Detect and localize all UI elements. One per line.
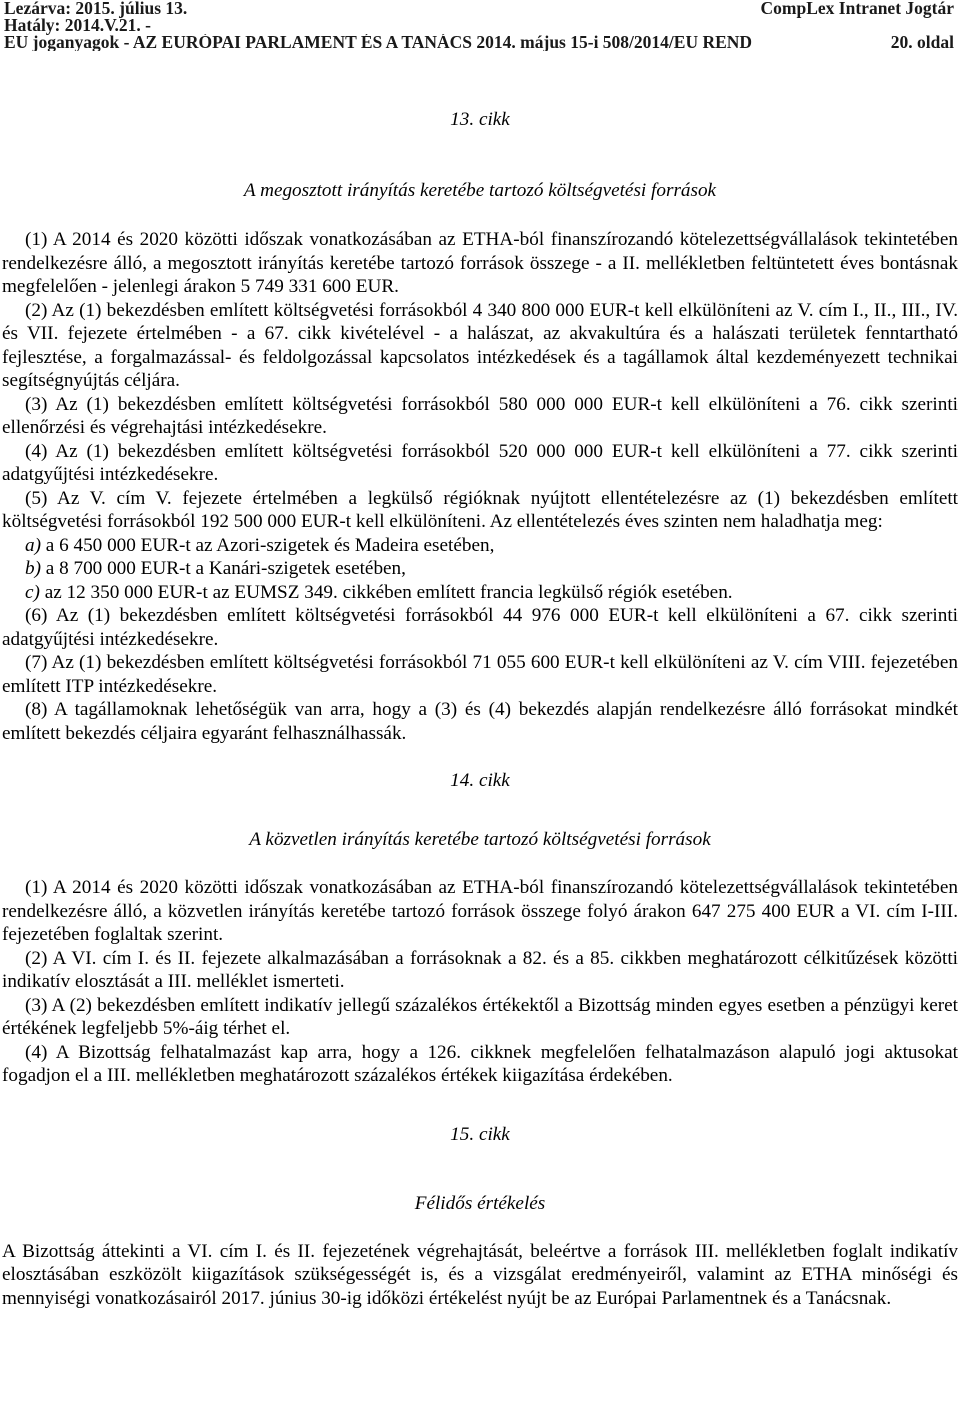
article-15-body — [2, 1240, 958, 1311]
paragraph: (1) A 2014 és 2020 közötti időszak vonatkozásában az ETHA-ból finanszírozandó kötelezettségvállalások tekintetében rendelkezésre álló, a közvetlen irányítás keretébe tartozó források összege folyó árakon 647 275 400 EUR a VI. cím I-III. fejezetében foglaltak szerint. — [2, 877, 958, 945]
article-14-number: 14. cikk — [450, 770, 510, 791]
paragraph: (7) Az (1) bekezdésben említett költségvetési forrásokból 71 055 600 EUR-t kell elkülöníteni az V. cím VIII. fejezetében említett ITP intézkedésekre. — [2, 652, 958, 697]
page-header — [2, 0, 958, 52]
list-item: a) a 6 450 000 EUR-t az Azori-szigetek és Madeira esetében, — [25, 534, 495, 556]
article-15-number: 15. cikk — [450, 1123, 510, 1145]
closed-date: Lezárva: 2015. július 13. — [4, 0, 188, 18]
paragraph: (4) Az (1) bekezdésben említett költségvetési forrásokból 520 000 000 EUR-t kell elkülöníteni a 77. cikk szerinti adatgyűjtési intézkedésekre. — [2, 440, 958, 485]
paragraph: (1) A 2014 és 2020 közötti időszak vonatkozásában az ETHA-ból finanszírozandó kötelezettségvállalások tekintetében rendelkezésre álló, a megosztott irányítás keretébe tartozó források összege - a II. mellékletben feltüntetett éves bontásnak megfelelően - jelenlegi árakon 5 749 331 600 EUR. — [2, 229, 958, 297]
paragraph: (5) Az V. cím V. fejezete értelmében a legkülső régióknak nyújtott ellentételezésre az (1) bekezdésben említett költségvetési forrásokból 192 500 000 EUR-t kell elkülöníteni. Az ellentételezés éves szinten nem haladhatja meg: — [2, 487, 958, 532]
document-body — [2, 108, 958, 1310]
article-15-title: Félidős értékelés — [414, 1193, 546, 1214]
article-14-title: A közvetlen irányítás keretébe tartozó költségvetési források — [249, 828, 711, 850]
paragraph: (2) Az (1) bekezdésben említett költségvetési forrásokból 4 340 800 000 EUR-t kell elkülöníteni az V. cím I., II., III., IV. és VII. fejezete értelmében - a 67. cikk kivételével - a halászat, az akvakultúra és a halászati területek fenntartható fejlesztése, a forgalmazással- és feldolgozással kapcsolatos intézkedések és a tagállamok által kezdeményezett technikai segítségnyújtás céljára. — [2, 299, 958, 391]
list-letter: b) — [25, 558, 41, 579]
article-13-body — [2, 228, 958, 745]
article-13-title: A megosztott irányítás keretébe tartozó költségvetési források — [243, 179, 717, 201]
list-letter: c) — [25, 581, 40, 603]
paragraph: (2) A VI. cím I. és II. fejezete alkalmazásában a forrásoknak a 82. és a 85. cikkben meghatározott célkitűzések közötti indikatív elosztását a III. melléklet ismerteti. — [2, 947, 958, 992]
article-14-body — [2, 876, 958, 1088]
paragraph: A Bizottság áttekinti a VI. cím I. és II. fejezetének végrehajtását, beleértve a források III. mellékletben foglalt indikatív elosztásában eszközölt kiigazítások szükségességét is, és a vizsgálat eredményeiről, valamint az ETHA minőségi és mennyiségi vonatkozásairól 2017. június 30-ig időközi értékelést nyújt be az Európai Parlamentnek és a Tanácsnak. — [2, 1240, 958, 1309]
paragraph: (3) Az (1) bekezdésben említett költségvetési forrásokból 580 000 000 EUR-t kell elkülöníteni a 76. cikk szerinti ellenőrzési és végrehajtási intézkedésekre. — [2, 393, 958, 438]
paragraph: (3) A (2) bekezdésben említett indikatív jellegű százalékos értékektől a Bizottság minden egyes esetben a pénzügyi keret értékének legfeljebb 5%-áig térhet el. — [2, 994, 958, 1039]
paragraph: (4) A Bizottság felhatalmazást kap arra, hogy a 126. cikknek megfelelően felhatalmazáson alapuló jogi aktusokat fogadjon el a III. mellékletben meghatározott százalékos értékek kiigazítása érdekében. — [2, 1041, 958, 1086]
list-item: b) a 8 700 000 EUR-t a Kanári-szigetek esetében, — [25, 558, 406, 579]
list-letter: a) — [25, 534, 41, 556]
brand-name: CompLex Intranet Jogtár — [760, 0, 954, 18]
effect-date: Hatály: 2014.V.21. - — [4, 15, 151, 35]
page-number: 20. oldal — [890, 32, 954, 52]
article-13-number: 13. cikk — [450, 109, 510, 130]
document-title: EU joganyagok - AZ EURÓPAI PARLAMENT ÉS A TANÁCS 2014. május 15-i 508/2014/EU REND — [4, 34, 753, 51]
list-item: c) az 12 350 000 EUR-t az EUMSZ 349. cikkében említett francia legkülső régiók esetében. — [25, 581, 733, 603]
paragraph: (6) Az (1) bekezdésben említett költségvetési forrásokból 44 976 000 EUR-t kell elkülöníteni a 67. cikk szerinti adatgyűjtési intézkedésekre. — [2, 605, 958, 650]
paragraph: (8) A tagállamoknak lehetőségük van arra, hogy a (3) és (4) bekezdés alapján rendelkezésre álló forrásokat mindkét említett bekezdés céljaira egyaránt felhasználhassák. — [2, 699, 958, 744]
